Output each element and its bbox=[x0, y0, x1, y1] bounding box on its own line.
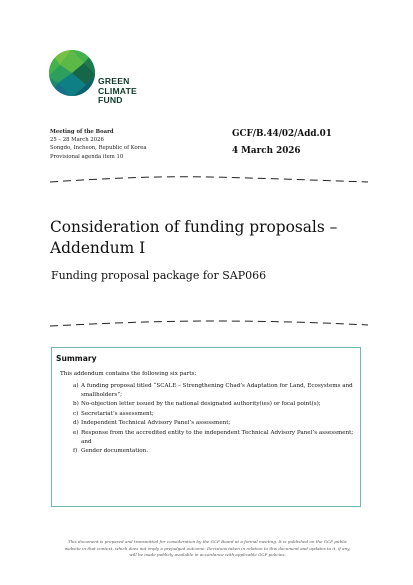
logo-word-1: GREEN bbox=[98, 76, 130, 86]
item-text: Secretariat’s assessment; bbox=[81, 410, 154, 417]
item-letter: d) bbox=[73, 420, 79, 427]
list-item bbox=[60, 400, 356, 409]
meeting-info bbox=[50, 128, 225, 161]
summary-intro: This addendum contains the following six parts: bbox=[60, 371, 197, 377]
item-letter: f) bbox=[73, 448, 78, 455]
document-info bbox=[232, 126, 372, 160]
logo-wordmark bbox=[98, 77, 137, 106]
document-title bbox=[50, 217, 380, 259]
logo-word-3: FUND bbox=[98, 95, 123, 106]
title-line-2: Addendum I bbox=[50, 239, 146, 257]
item-text: No-objection letter issued by the national designated authority(ies) or focal point(s); bbox=[81, 401, 321, 408]
meeting-title: Meeting of the Board bbox=[50, 129, 114, 135]
footer-line-2: website in that context, which does not imply a prejudged outcome. Decisions taken in relation to this document and updates to it, if any, bbox=[64, 545, 351, 551]
list-item bbox=[60, 419, 356, 428]
list-item bbox=[60, 410, 356, 419]
item-text: A funding proposal titled “SCALE – Strengthening Chad’s Adaptation for Land, Ecosystems and smallholders”; bbox=[81, 383, 353, 398]
item-letter: e) bbox=[73, 429, 79, 436]
list-item bbox=[60, 429, 356, 446]
document-code: GCF/B.44/02/Add.01 bbox=[232, 129, 332, 139]
gcf-logo bbox=[48, 49, 158, 109]
meeting-dates: 25 – 28 March 2026 bbox=[50, 137, 104, 144]
list-item bbox=[60, 447, 356, 456]
item-text: Gender documentation. bbox=[81, 448, 148, 455]
summary-box bbox=[51, 347, 361, 507]
globe-logo-icon bbox=[48, 49, 96, 97]
footer-line-3: will be made publicly available in accordance with applicable GCF policies. bbox=[129, 552, 286, 557]
list-item bbox=[60, 382, 356, 399]
document-subtitle: Funding proposal package for SAP066 bbox=[51, 269, 267, 282]
document-date: 4 March 2026 bbox=[232, 146, 301, 156]
meeting-location: Songdo, Incheon, Republic of Korea bbox=[50, 145, 147, 152]
item-text: Response from the accredited entity to the independent Technical Advisory Panel’s assessment; and bbox=[81, 429, 354, 445]
item-text: Independent Technical Advisory Panel’s assessment; bbox=[81, 420, 231, 427]
summary-list bbox=[60, 382, 356, 457]
wave-divider-bottom bbox=[50, 318, 368, 330]
footer-disclaimer bbox=[50, 539, 365, 559]
item-letter: c) bbox=[73, 410, 79, 417]
title-line-1: Consideration of funding proposals – bbox=[50, 218, 338, 236]
summary-heading: Summary bbox=[56, 354, 97, 363]
wave-divider-top bbox=[50, 174, 368, 186]
item-letter: a) bbox=[73, 383, 79, 389]
footer-line-1: This document is prepared and transmitted for consideration by the GCF Board at a formal meeting. It is published on the GCF public bbox=[67, 539, 348, 544]
meeting-agenda: Provisional agenda item 10 bbox=[50, 153, 124, 160]
item-letter: b) bbox=[73, 401, 79, 408]
logo-word-2: CLIMATE bbox=[98, 85, 137, 96]
